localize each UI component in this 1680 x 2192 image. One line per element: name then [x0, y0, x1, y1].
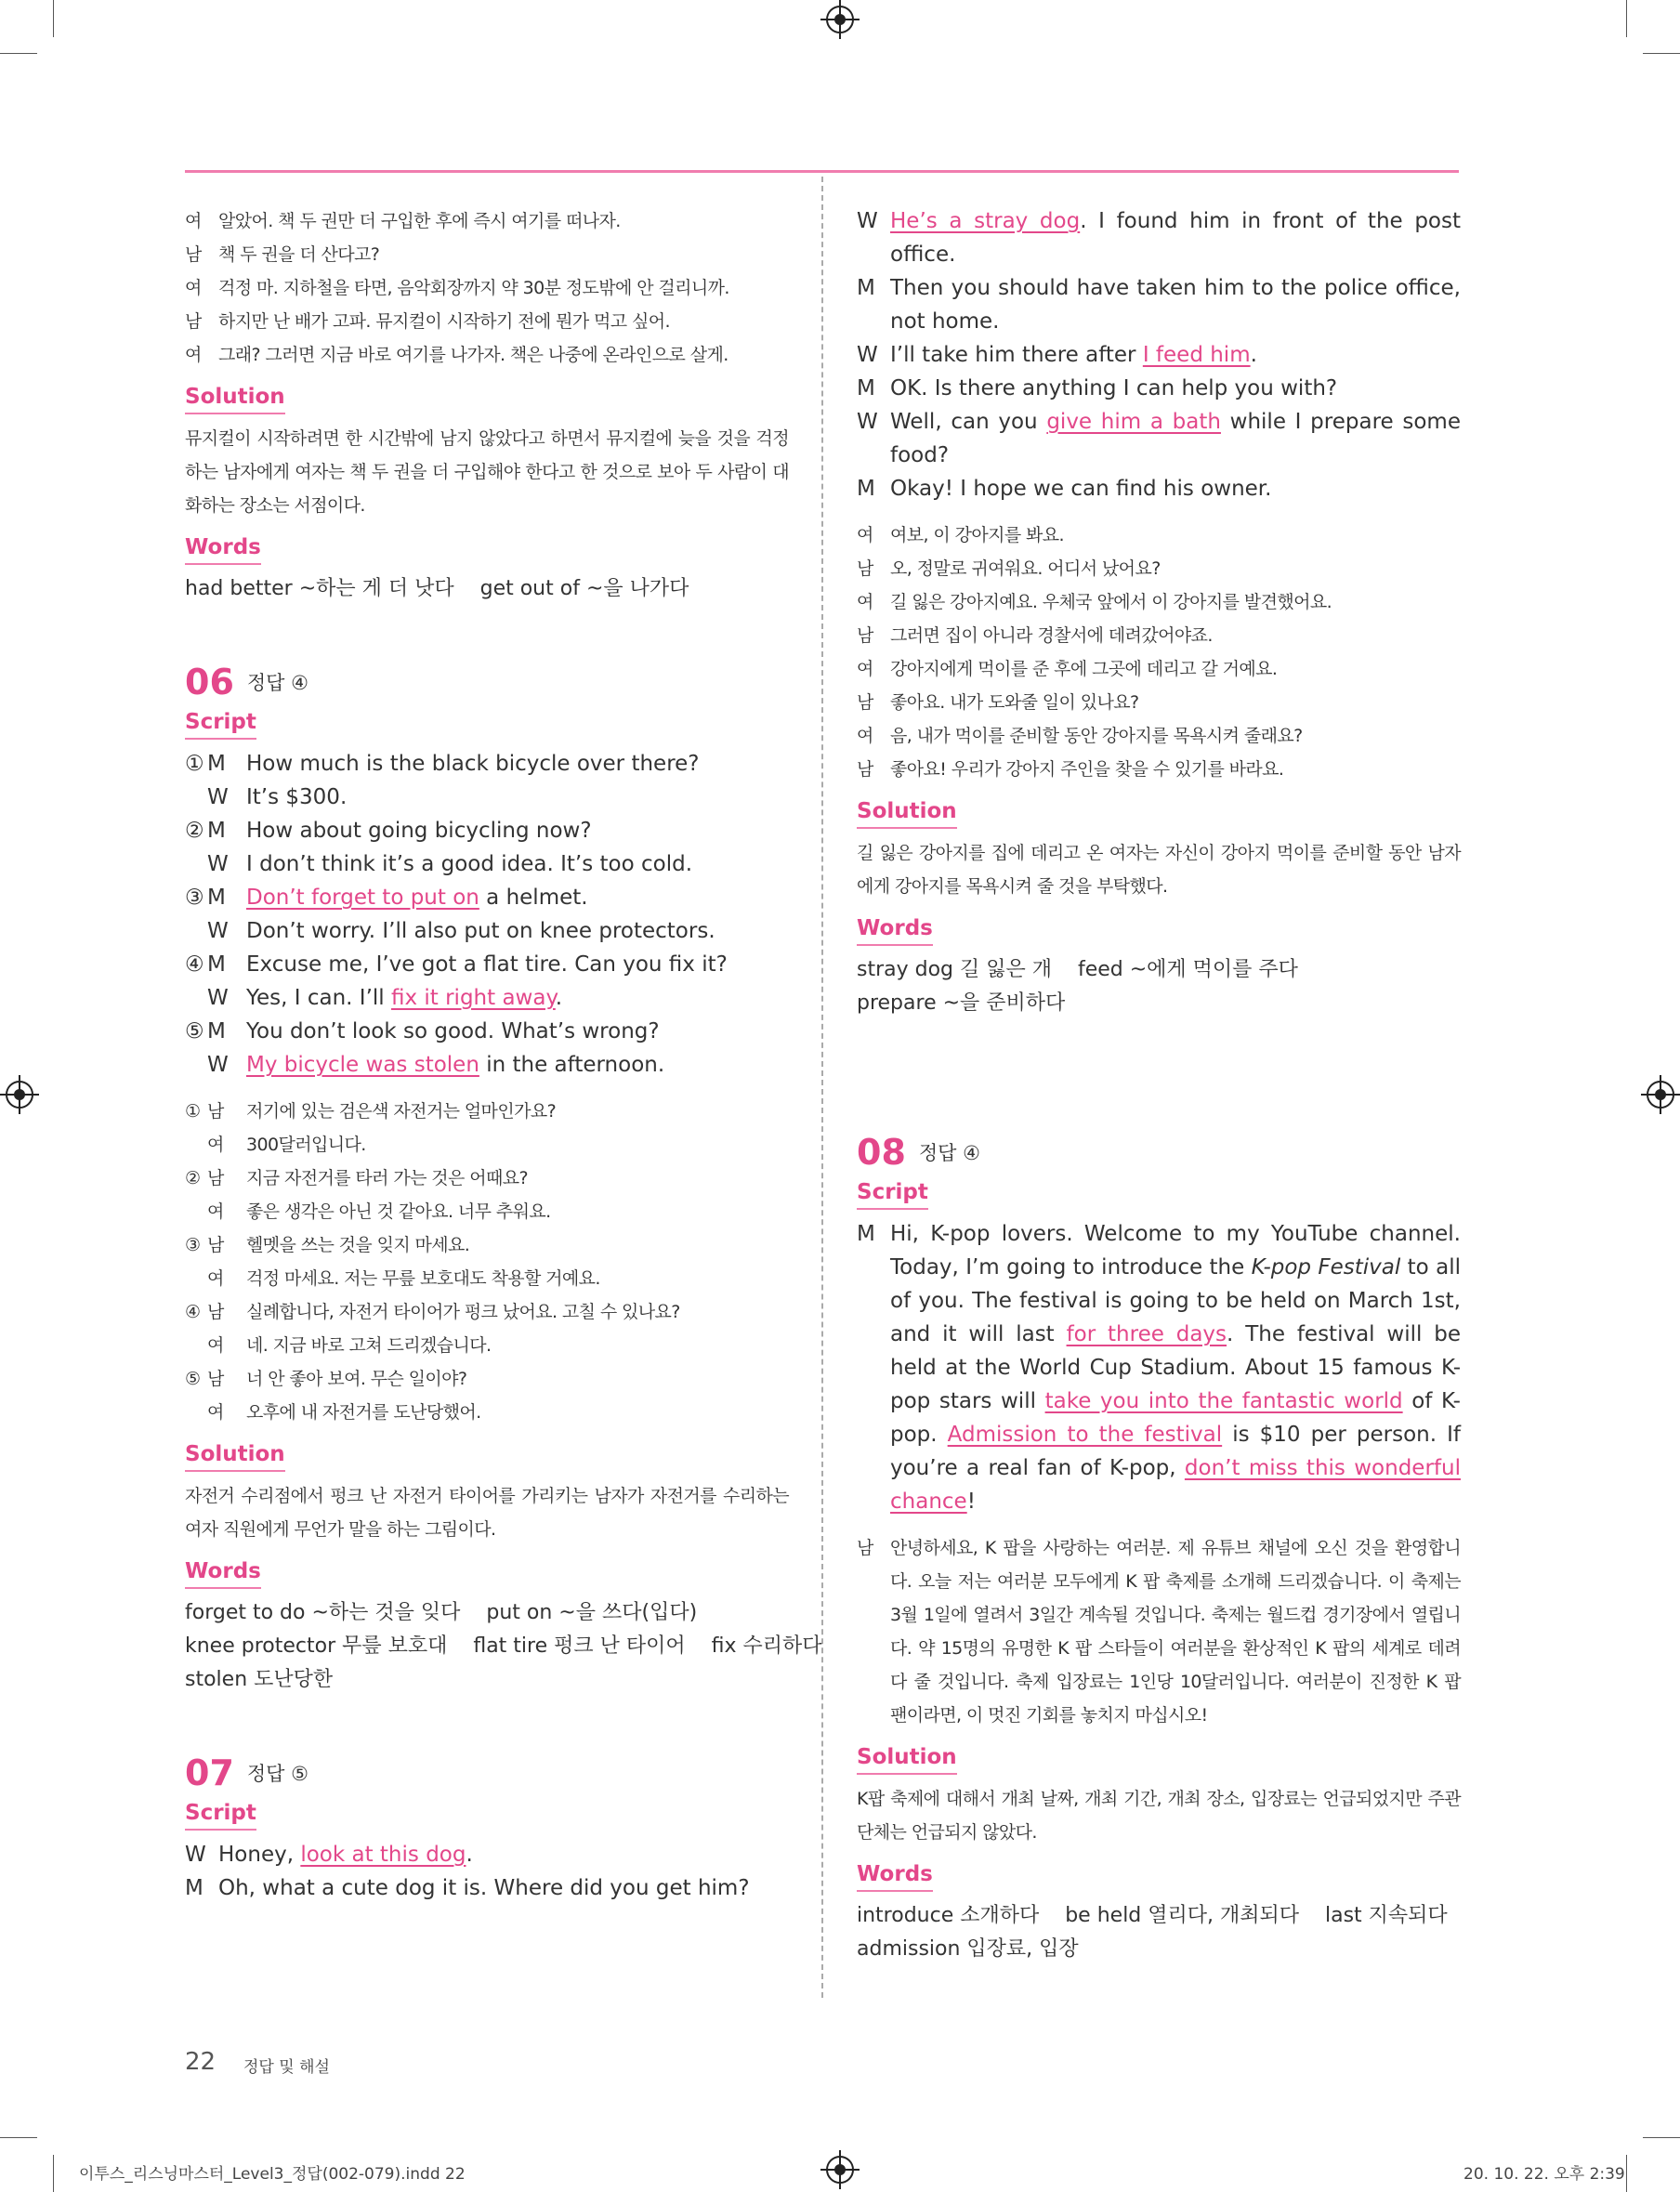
- speaker-label: 남: [207, 1302, 224, 1322]
- script-line: [857, 372, 1461, 405]
- script-text: Yes, I can. I’ll: [246, 986, 391, 1010]
- translation-line: [185, 1095, 789, 1128]
- monologue-script: [857, 1217, 1461, 1518]
- solution-text: 길 잃은 강아지를 집에 데리고 온 여자는 자신이 강아지 먹이를 준비할 동안 남자에게 강아지를 목욕시켜 줄 것을 부탁했다.: [857, 843, 1461, 897]
- translation-line: [185, 1228, 789, 1262]
- speaker-label: 남: [207, 1168, 224, 1188]
- script-line: [185, 1871, 789, 1905]
- section-label-solution: Solution: [185, 1440, 285, 1472]
- speaker-label: 남: [185, 244, 202, 265]
- solution-text: 뮤지컬이 시작하려면 한 시간밖에 남지 않았다고 하면서 뮤지컬에 늦을 것을 걱정하는 남자에게 여자는 책 두 권을 더 구입해야 한다고 한 것으로 보아 두 사람이 대화하는 장소는 서점이다.: [185, 428, 789, 516]
- crop-mark: [53, 2155, 54, 2192]
- section-label-solution: Solution: [857, 1743, 957, 1775]
- speaker-label: 여: [207, 1135, 224, 1155]
- speaker-label: M: [857, 276, 875, 300]
- script-text: is $10 per person. If you’re a real fan of K-pop,: [890, 1423, 1461, 1480]
- speaker-label: 남: [857, 558, 873, 579]
- speaker-label: 여: [857, 659, 873, 679]
- section-title: 정답 및 해설: [243, 2058, 330, 2077]
- speaker-label: M: [857, 1222, 875, 1246]
- translation-text: 걱정 마. 지하철을 타면, 음악회장까지 약 30분 정도밖에 안 걸리니까.: [218, 278, 729, 298]
- highlighted-phrase: Don’t forget to put on: [246, 886, 479, 910]
- translation-line: [185, 1295, 789, 1329]
- script-line: [185, 847, 789, 881]
- translation-line: [185, 1195, 789, 1228]
- option-number: ④: [185, 952, 204, 977]
- translation-line: [857, 719, 1461, 753]
- highlighted-phrase: for three days: [1066, 1322, 1227, 1346]
- script-text: .: [466, 1843, 473, 1867]
- words-list: [857, 953, 1461, 1020]
- speaker-label: 여: [207, 1268, 224, 1289]
- script-line: [185, 981, 789, 1015]
- translation-text: 여보, 이 강아지를 봐요.: [890, 525, 1064, 545]
- registration-mark-icon: [1647, 1081, 1674, 1109]
- script-dialogue: [185, 1838, 789, 1905]
- question-heading-07: [185, 1752, 789, 1793]
- speaker-label: W: [185, 1843, 206, 1867]
- speaker-label: 남: [207, 1101, 224, 1122]
- translation-line: [185, 271, 789, 305]
- speaker-label: 남: [207, 1235, 224, 1255]
- speaker-label: 여: [207, 1201, 224, 1222]
- translation-line: [185, 238, 789, 271]
- highlighted-phrase: don’t miss this wonderful chance: [890, 1456, 1461, 1514]
- script-line: [857, 338, 1461, 372]
- script-text: OK. Is there anything I can help you with?: [890, 376, 1338, 400]
- script-text: in the afternoon.: [479, 1053, 665, 1077]
- script-text: Okay! I hope we can find his owner.: [890, 477, 1272, 501]
- translation-line: [185, 338, 789, 372]
- dialogue-translation: [185, 204, 789, 372]
- script-text: . I found him in front of the post office.: [890, 209, 1461, 267]
- script-line: [185, 948, 789, 981]
- highlighted-phrase: give him a bath: [1046, 410, 1221, 434]
- script-text: while I prepare some food?: [890, 410, 1461, 467]
- left-column: [185, 204, 822, 1905]
- translation-text: 그래? 그러면 지금 바로 여기를 나가자. 책은 나중에 온라인으로 살게.: [218, 345, 728, 365]
- answer-label: 정답 ⑤: [246, 1763, 308, 1785]
- script-line: [857, 271, 1461, 338]
- speaker-label: 여: [857, 592, 873, 612]
- script-text: You don’t look so good. What’s wrong?: [246, 1019, 660, 1043]
- answer-label: 정답 ④: [246, 672, 308, 694]
- dialogue-translation: [185, 1095, 789, 1429]
- highlighted-phrase: My bicycle was stolen: [246, 1053, 479, 1077]
- script-text: Well, can you: [890, 410, 1047, 434]
- script-line: [185, 881, 789, 914]
- script-text: I’ll take him there after: [890, 343, 1143, 367]
- speaker-label: 여: [857, 525, 873, 545]
- translation-text: 좋아요. 내가 도와줄 일이 있나요?: [890, 692, 1139, 713]
- speaker-label: 남: [857, 625, 873, 646]
- solution-text: K팝 축제에 대해서 개최 날짜, 개최 기간, 개최 장소, 입장료는 언급되었지만 주관 단체는 언급되지 않았다.: [857, 1789, 1461, 1843]
- translation-line: [185, 204, 789, 238]
- speaker-label: 남: [857, 692, 873, 713]
- script-line: [185, 914, 789, 948]
- speaker-label: 남: [185, 311, 202, 332]
- script-line: [857, 472, 1461, 505]
- option-number: ④: [185, 1302, 201, 1322]
- script-dialogue: [185, 747, 789, 1082]
- words-list: [185, 572, 789, 606]
- question-heading-06: [185, 662, 789, 702]
- speaker-label: W: [207, 852, 229, 876]
- script-text: How much is the black bicycle over there?: [246, 752, 700, 776]
- speaker-label: W: [857, 343, 878, 367]
- speaker-label: 여: [185, 211, 202, 231]
- translation-line: [185, 1162, 789, 1195]
- crop-mark: [0, 2137, 37, 2138]
- translation-line: [857, 585, 1461, 619]
- timestamp: 20. 10. 22. 오후 2:39: [1463, 2165, 1625, 2184]
- crop-mark: [1643, 2137, 1680, 2138]
- section-label-solution: Solution: [185, 383, 285, 414]
- question-number: 06: [185, 662, 234, 702]
- script-line: [185, 781, 789, 814]
- translation-line: [185, 1396, 789, 1429]
- registration-mark-icon: [826, 2156, 854, 2184]
- speaker-label: M: [857, 376, 875, 400]
- speaker-label: W: [207, 785, 229, 809]
- speaker-label: W: [857, 209, 878, 233]
- question-number: 08: [857, 1132, 906, 1173]
- script-line: [857, 204, 1461, 271]
- translation-line: [185, 305, 789, 338]
- dialogue-translation: [857, 518, 1461, 786]
- translation-text: 음, 내가 먹이를 준비할 동안 강아지를 목욕시켜 줄래요?: [890, 726, 1303, 746]
- script-text: .: [1250, 343, 1257, 367]
- speaker-label: W: [207, 986, 229, 1010]
- script-text: Excuse me, I’ve got a flat tire. Can you fix it?: [246, 952, 728, 977]
- crop-mark: [1626, 0, 1627, 37]
- translation-line: [857, 686, 1461, 719]
- words-line: admission 입장료, 입장: [857, 1937, 1079, 1961]
- words-list: [857, 1899, 1461, 1966]
- script-line: [185, 814, 789, 847]
- speaker-label: 여: [207, 1402, 224, 1423]
- option-number: ②: [185, 1168, 201, 1188]
- highlighted-phrase: look at this dog: [300, 1843, 466, 1867]
- translation-line: [857, 518, 1461, 552]
- speaker-label: W: [857, 410, 878, 434]
- translation-line: [185, 1329, 789, 1362]
- highlighted-phrase: I feed him: [1142, 343, 1251, 367]
- speaker-label: 여: [857, 726, 873, 746]
- speaker-label: M: [207, 1019, 226, 1043]
- script-text: I don’t think it’s a good idea. It’s too cold.: [246, 852, 693, 876]
- speaker-label: 남: [207, 1369, 224, 1389]
- speaker-label: W: [207, 919, 229, 943]
- translation-line: [857, 552, 1461, 585]
- registration-mark-icon: [6, 1081, 33, 1109]
- translation-text: 안녕하세요, K 팝을 사랑하는 여러분. 제 유튜브 채널에 오신 것을 환영합니다. 오늘 저는 여러분 모두에게 K 팝 축제를 소개해 드리겠습니다. 이 축제는 3월 1일에 열려서 3일간 계속될 것입니다. 축제는 월드컵 경기장에서 열립니다. 약 15명의 유명한 K 팝 스타들이 여러분을 환상적인 K 팝의 세계로 데려다 줄 것입니다. 축제 입장료는 1인당 10달러입니다. 여러분이 진정한 K 팝 팬이라면, 이 멋진 기회를 놓치지 마십시오!: [890, 1538, 1461, 1726]
- speaker-label: M: [207, 952, 226, 977]
- translation-line: [857, 652, 1461, 686]
- translation-text: 네. 지금 바로 고쳐 드리겠습니다.: [246, 1335, 492, 1356]
- script-line: [185, 1838, 789, 1871]
- script-text: Honey,: [218, 1843, 301, 1867]
- speaker-label: M: [185, 1876, 203, 1900]
- translation-line: [857, 619, 1461, 652]
- script-line: [185, 1015, 789, 1048]
- registration-mark-icon: [826, 6, 854, 33]
- speaker-label: M: [207, 752, 226, 776]
- script-text: !: [966, 1490, 976, 1514]
- translation-line: [185, 1262, 789, 1295]
- speaker-label: M: [857, 477, 875, 501]
- section-label-script: Script: [185, 708, 256, 740]
- script-text: . The festival will be held at the World Cup Stadium. About 15 famous K-pop stars will: [890, 1322, 1461, 1413]
- translation-text: 알았어. 책 두 권만 더 구입한 후에 즉시 여기를 떠나자.: [218, 211, 621, 231]
- crop-mark: [53, 0, 54, 37]
- script-text: of K-pop.: [890, 1389, 1461, 1447]
- speaker-label: M: [207, 886, 226, 910]
- words-list: [185, 1596, 822, 1697]
- speaker-label: W: [207, 1053, 229, 1077]
- highlighted-phrase: take you into the fantastic world: [1044, 1389, 1403, 1413]
- column-divider: [821, 177, 823, 1998]
- highlighted-phrase: Admission to the festival: [947, 1423, 1223, 1447]
- option-number: ①: [185, 752, 204, 776]
- words-line: stray dog 길 잃은 개 feed ~에게 먹이를 주다: [857, 958, 1298, 981]
- translation-text: 실례합니다, 자전거 타이어가 펑크 났어요. 고칠 수 있나요?: [246, 1302, 680, 1322]
- words-line: knee protector 무릎 보호대 flat tire 펑크 난 타이어 fix 수리하다: [185, 1634, 822, 1658]
- translation-text: 지금 자전거를 타러 가는 것은 어때요?: [246, 1168, 528, 1188]
- page-number: 22: [185, 2048, 217, 2076]
- highlighted-phrase: He’s a stray dog: [890, 209, 1081, 233]
- crop-mark: [1626, 2155, 1627, 2192]
- translation-text: 강아지에게 먹이를 준 후에 그곳에 데리고 갈 거예요.: [890, 659, 1278, 679]
- option-number: ①: [185, 1101, 201, 1122]
- monologue-translation: [857, 1531, 1461, 1732]
- speaker-label: M: [207, 819, 226, 843]
- script-text: It’s $300.: [246, 785, 348, 809]
- option-number: ⑤: [185, 1019, 204, 1043]
- translation-text: 저기에 있는 검은색 자전거는 얼마인가요?: [246, 1101, 557, 1122]
- script-text: a helmet.: [479, 886, 588, 910]
- words-line: prepare ~을 준비하다: [857, 991, 1066, 1015]
- section-label-script: Script: [857, 1178, 928, 1210]
- answer-label: 정답 ④: [918, 1142, 980, 1164]
- question-heading-08: [857, 1132, 1461, 1173]
- section-label-words: Words: [185, 1557, 261, 1589]
- script-line: [857, 405, 1461, 472]
- speaker-label: 여: [207, 1335, 224, 1356]
- translation-text: 좋아요! 우리가 강아지 주인을 찾을 수 있기를 바라요.: [890, 759, 1284, 780]
- section-label-words: Words: [185, 533, 261, 565]
- option-number: ③: [185, 1235, 201, 1255]
- section-label-solution: Solution: [857, 797, 957, 829]
- translation-text: 오후에 내 자전거를 도난당했어.: [246, 1402, 481, 1423]
- translation-text: 헬멧을 쓰는 것을 잊지 마세요.: [246, 1235, 470, 1255]
- script-text: How about going bicycling now?: [246, 819, 592, 843]
- translation-text: 책 두 권을 더 산다고?: [218, 244, 380, 265]
- solution-text: 자전거 수리점에서 펑크 난 자전거 타이어를 가리키는 남자가 자전거를 수리하는 여자 직원에게 무언가 말을 하는 그림이다.: [185, 1486, 789, 1540]
- header-rule: [185, 170, 1459, 173]
- translation-text: 걱정 마세요. 저는 무릎 보호대도 착용할 거예요.: [246, 1268, 600, 1289]
- script-text: .: [555, 986, 563, 1010]
- words-line: introduce 소개하다 be held 열리다, 개최되다 last 지속되다: [857, 1904, 1448, 1927]
- crop-mark: [0, 53, 37, 54]
- script-text: Oh, what a cute dog it is. Where did you get him?: [218, 1876, 750, 1900]
- option-number: ②: [185, 819, 204, 843]
- section-label-words: Words: [857, 1860, 933, 1892]
- section-label-script: Script: [185, 1799, 256, 1831]
- translation-line: [857, 753, 1461, 786]
- speaker-label: 남: [857, 1538, 873, 1558]
- script-text: Hi, K-pop lovers. Welcome to my YouTube channel. Today, I’m going to introduce the: [890, 1222, 1461, 1280]
- translation-text: 길 잃은 강아지예요. 우체국 앞에서 이 강아지를 발견했어요.: [890, 592, 1332, 612]
- speaker-label: 남: [857, 759, 873, 780]
- translation-text: 300달러입니다.: [246, 1135, 366, 1155]
- speaker-label: 여: [185, 345, 202, 365]
- translation-text: 하지만 난 배가 고파. 뮤지컬이 시작하기 전에 뭔가 먹고 싶어.: [218, 311, 670, 332]
- script-text: Don’t worry. I’ll also put on knee protectors.: [246, 919, 715, 943]
- crop-mark: [1643, 53, 1680, 54]
- option-number: ③: [185, 886, 204, 910]
- option-number: ⑤: [185, 1369, 201, 1389]
- translation-text: 너 안 좋아 보여. 무슨 일이야?: [246, 1369, 467, 1389]
- words-line: had better ~하는 게 더 낫다 get out of ~을 나가다: [185, 577, 689, 600]
- translation-line: [185, 1128, 789, 1162]
- script-text: K-pop Festival: [1251, 1255, 1401, 1280]
- script-text: to all of you. The festival is going to be held on March 1st, and it will last: [890, 1255, 1461, 1346]
- question-number: 07: [185, 1752, 234, 1793]
- words-line: forget to do ~하는 것을 잊다 put on ~을 쓰다(입다): [185, 1601, 698, 1624]
- script-line: [185, 1048, 789, 1082]
- words-line: stolen 도난당한: [185, 1668, 334, 1691]
- script-line: [185, 747, 789, 781]
- highlighted-phrase: fix it right away: [390, 986, 556, 1010]
- translation-text: 그러면 집이 아니라 경찰서에 데려갔어야죠.: [890, 625, 1213, 646]
- translation-text: 오, 정말로 귀여워요. 어디서 났어요?: [890, 558, 1161, 579]
- right-column: [857, 204, 1461, 1966]
- script-dialogue: [857, 204, 1461, 505]
- speaker-label: 여: [185, 278, 202, 298]
- file-name: 이투스_리스닝마스터_Level3_정답(002-079).indd 22: [79, 2165, 466, 2184]
- script-text: Then you should have taken him to the police office, not home.: [890, 276, 1461, 334]
- section-label-words: Words: [857, 914, 933, 946]
- translation-line: [185, 1362, 789, 1396]
- translation-text: 좋은 생각은 아닌 것 같아요. 너무 추워요.: [246, 1201, 551, 1222]
